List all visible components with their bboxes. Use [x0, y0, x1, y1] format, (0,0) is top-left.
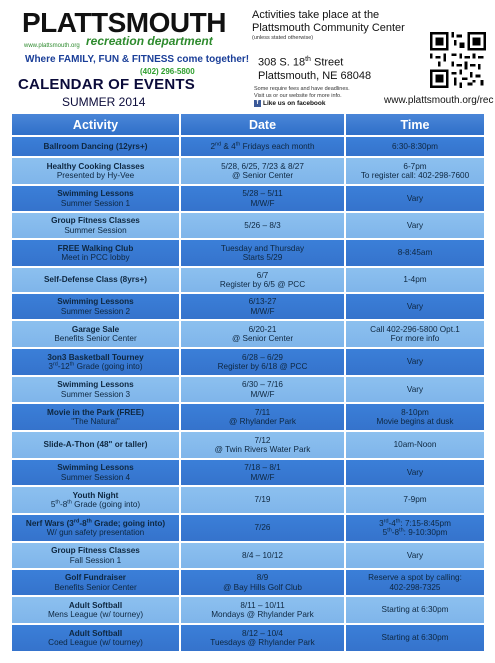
- activity-cell: [11, 459, 180, 486]
- activity-cell-line-1: Golf Fundraiser: [65, 573, 126, 583]
- time-cell-line-1: 8-8:45am: [397, 248, 433, 258]
- table-header-row: [11, 113, 485, 136]
- activity-cell-line-2: Mens League (w/ tourney): [47, 610, 144, 619]
- activity-cell-line-1: Garage Sale: [71, 324, 120, 334]
- facebook-icon: f: [254, 100, 261, 107]
- time-cell: [345, 239, 485, 267]
- time-cell: [345, 293, 485, 320]
- time-cell: [345, 624, 485, 652]
- time-cell-line-1: Call 402-296-5800 Opt.1: [370, 324, 460, 334]
- motto: Where FAMILY, FUN & FITNESS come together!: [25, 54, 250, 65]
- events-table-body: [11, 136, 485, 652]
- time-cell: [345, 542, 485, 569]
- date-cell-line-1: 7/11: [254, 407, 271, 417]
- location-info: [252, 9, 427, 42]
- activity-cell: [11, 514, 180, 542]
- activity-cell: [11, 212, 180, 239]
- qr-code-icon: [430, 32, 486, 88]
- date-cell-line-1: 6/13-27: [248, 297, 277, 307]
- activity-cell: [11, 431, 180, 459]
- activity-cell: [11, 596, 180, 624]
- activity-cell: [11, 569, 180, 596]
- date-cell-line-2: @ Senior Center: [231, 171, 294, 180]
- events-table: [10, 112, 486, 653]
- date-cell-line-1: 6/7: [256, 270, 269, 280]
- facebook-like[interactable]: [254, 100, 326, 107]
- time-cell: [345, 348, 485, 376]
- date-cell-line-1: 7/18 – 8/1: [244, 463, 281, 473]
- header-time: Time: [345, 113, 485, 136]
- date-cell-line-2: M/W/F: [250, 198, 275, 208]
- date-cell-line-1: 8/9: [256, 573, 269, 583]
- activity-cell-line-1: FREE Walking Club: [57, 243, 134, 253]
- table-row: [11, 514, 485, 542]
- activity-cell-line-2: Benefits Senior Center: [54, 582, 137, 592]
- plattsmouth-logo: [22, 7, 250, 76]
- date-cell-line-1: 6/20-21: [248, 324, 277, 334]
- date-cell-line-2: @ Rhylander Park: [228, 417, 296, 426]
- time-cell: [345, 486, 485, 514]
- activity-cell-line-1: Swimming Lessons: [57, 189, 134, 199]
- street-line: 308 S. 18th Street: [258, 56, 344, 69]
- activity-cell-line-1: Slide-A-Thon (48" or taller): [43, 440, 148, 450]
- table-row: [11, 624, 485, 652]
- date-cell-line-1: 8/4 – 10/12: [242, 550, 283, 560]
- date-cell-line-2: Tuesdays @ Rhylander Park: [210, 638, 315, 647]
- season-label: SUMMER 2014: [62, 95, 146, 109]
- activity-cell-line-1: 3on3 Basketball Tourney: [47, 352, 144, 362]
- calendar-title: CALENDAR OF EVENTS: [18, 76, 195, 93]
- activity-cell-line-2: Summer Session 2: [60, 306, 131, 316]
- date-cell-line-2: M/W/F: [250, 306, 275, 316]
- activity-cell-line-1: Ballroom Dancing (12yrs+): [43, 141, 148, 151]
- time-cell: [345, 569, 485, 596]
- date-cell-line-2: @ Senior Center: [231, 334, 294, 343]
- address: [258, 53, 371, 83]
- activity-cell-line-2: Summer Session 4: [60, 472, 131, 482]
- date-cell: [180, 514, 345, 542]
- table-row: [11, 267, 485, 293]
- table-row: [11, 486, 485, 514]
- date-cell-line-2: M/W/F: [250, 472, 275, 482]
- logo-tagline: recreation department: [86, 34, 213, 48]
- activity-cell-line-2: 3rd-12th Grade (going into): [48, 361, 143, 371]
- date-cell: [180, 136, 345, 157]
- time-cell-line-1: 10am-Noon: [393, 440, 437, 450]
- time-cell: [345, 403, 485, 431]
- table-row: [11, 431, 485, 459]
- activity-cell: [11, 267, 180, 293]
- activity-cell: [11, 486, 180, 514]
- date-cell: [180, 542, 345, 569]
- time-cell-line-1: Reserve a spot by calling:: [368, 573, 462, 583]
- header-activity: Activity: [11, 113, 180, 136]
- time-cell-line-2: 5th-8th: 9-10:30pm: [382, 527, 448, 537]
- activity-cell-line-1: Youth Night: [72, 490, 119, 500]
- date-cell: [180, 157, 345, 185]
- time-cell-line-1: Starting at 6:30pm: [381, 605, 449, 615]
- date-cell-line-1: 7/19: [254, 495, 271, 505]
- time-cell-line-1: 6:30-8:30pm: [392, 141, 438, 151]
- date-cell: [180, 459, 345, 486]
- activity-cell-line-1: Movie in the Park (FREE): [47, 407, 144, 417]
- activity-cell: [11, 403, 180, 431]
- fees-note: Some require fees and have deadlines. Visit us or our website for more info.: [254, 86, 350, 99]
- activity-cell: [11, 624, 180, 652]
- city-line: Plattsmouth, NE 68048: [258, 69, 372, 82]
- activity-cell-line-1: Adult Softball: [68, 600, 123, 610]
- facebook-like-label: Like us on facebook: [263, 100, 326, 107]
- date-cell-line-2: M/W/F: [250, 389, 275, 399]
- table-row: [11, 403, 485, 431]
- date-cell-line-1: 8/12 – 10/4: [242, 628, 283, 638]
- activity-cell-line-1: Self-Defense Class (8yrs+): [43, 275, 148, 285]
- time-cell: [345, 185, 485, 212]
- header-date: Date: [180, 113, 345, 136]
- activity-cell-line-2: Benefits Senior Center: [54, 334, 137, 343]
- activity-cell-line-1: Swimming Lessons: [57, 297, 134, 307]
- table-row: [11, 136, 485, 157]
- date-cell: [180, 293, 345, 320]
- time-cell: [345, 267, 485, 293]
- date-cell: [180, 376, 345, 403]
- activity-cell-line-1: Group Fitness Classes: [51, 216, 140, 226]
- activity-cell-line-2: Presented by Hy-Vee: [56, 171, 135, 180]
- activity-cell-line-1: Healthy Cooking Classes: [46, 161, 145, 171]
- activity-cell: [11, 157, 180, 185]
- time-cell: [345, 376, 485, 403]
- time-cell: [345, 514, 485, 542]
- date-cell-line-1: 8/11 – 10/11: [240, 600, 285, 610]
- date-cell-line-2: Register by 6/5 @ PCC: [219, 280, 306, 289]
- time-cell-line-1: Vary: [406, 357, 424, 367]
- activity-cell-line-1: Adult Softball: [68, 628, 123, 638]
- website-url[interactable]: www.plattsmouth.org/rec: [384, 95, 494, 106]
- date-cell-line-1: Tuesday and Thursday: [220, 243, 305, 253]
- time-cell-line-2: For more info: [390, 334, 440, 343]
- date-cell-line-2: @ Twin Rivers Water Park: [214, 445, 311, 454]
- table-row: [11, 239, 485, 267]
- time-cell-line-2: Movie begins at dusk: [376, 417, 454, 426]
- table-row: [11, 320, 485, 348]
- activity-cell-line-1: Nerf Wars (3rd-8th Grade; going into): [25, 518, 166, 528]
- activity-cell-line-2: Summer Session: [64, 225, 127, 235]
- activity-cell-line-2: Summer Session 3: [60, 389, 131, 399]
- date-cell: [180, 239, 345, 267]
- activity-cell-line-2: Meet in PCC lobby: [61, 253, 130, 262]
- time-cell: [345, 157, 485, 185]
- date-cell: [180, 486, 345, 514]
- activity-cell: [11, 239, 180, 267]
- date-cell: [180, 431, 345, 459]
- date-cell: [180, 569, 345, 596]
- logo-url: www.plattsmouth.org: [24, 43, 80, 49]
- activity-cell-line-2: "The Natural": [71, 417, 120, 426]
- time-cell: [345, 459, 485, 486]
- activity-cell: [11, 376, 180, 403]
- date-cell-line-1: 2nd & 4th Fridays each month: [210, 141, 315, 151]
- table-row: [11, 185, 485, 212]
- table-row: [11, 376, 485, 403]
- activity-cell-line-1: Swimming Lessons: [57, 380, 134, 390]
- activity-cell: [11, 293, 180, 320]
- time-cell-line-1: Vary: [406, 193, 424, 203]
- location-note: (unless stated otherwise): [252, 35, 314, 41]
- date-cell: [180, 624, 345, 652]
- activity-cell: [11, 136, 180, 157]
- time-cell-line-1: Vary: [406, 220, 424, 230]
- date-cell-line-2: Mondays @ Rhylander Park: [211, 610, 314, 619]
- time-cell: [345, 320, 485, 348]
- time-cell-line-1: 7-9pm: [403, 495, 427, 505]
- date-cell: [180, 267, 345, 293]
- date-cell-line-1: 5/28, 6/25, 7/23 & 8/27: [221, 161, 304, 171]
- activity-cell-line-2: Summer Session 1: [60, 198, 131, 208]
- activity-cell-line-2: 5th-8th Grade (going into): [50, 499, 141, 509]
- table-row: [11, 569, 485, 596]
- date-cell: [180, 403, 345, 431]
- date-cell: [180, 320, 345, 348]
- date-cell: [180, 185, 345, 212]
- table-row: [11, 348, 485, 376]
- date-cell-line-1: 6/28 – 6/29: [242, 352, 283, 362]
- table-row: [11, 157, 485, 185]
- date-cell-line-1: 7/12: [254, 435, 271, 445]
- time-cell-line-1: 6-7pm: [403, 161, 427, 171]
- phone: (402) 296-5800: [140, 67, 195, 76]
- time-cell-line-1: 3rd-4th: 7:15-8:45pm: [379, 518, 451, 528]
- activity-cell: [11, 320, 180, 348]
- date-cell-line-2: Register by 6/18 @ PCC: [217, 362, 308, 371]
- date-cell-line-1: 6/30 – 7/16: [242, 380, 283, 390]
- table-row: [11, 459, 485, 486]
- time-cell-line-1: Vary: [406, 384, 424, 394]
- date-cell: [180, 596, 345, 624]
- time-cell: [345, 212, 485, 239]
- time-cell: [345, 596, 485, 624]
- table-row: [11, 596, 485, 624]
- date-cell-line-1: 5/28 – 5/11: [242, 189, 283, 199]
- time-cell-line-1: Vary: [406, 467, 424, 477]
- time-cell-line-1: 1-4pm: [403, 275, 427, 285]
- location-line: Activities take place at the Plattsmouth Community Center: [252, 9, 405, 34]
- date-cell: [180, 212, 345, 239]
- activity-cell-line-2: Coed League (w/ tourney): [48, 638, 143, 647]
- time-cell-line-2: To register call: 402-298-7600: [360, 171, 470, 180]
- time-cell: [345, 136, 485, 157]
- date-cell-line-2: Starts 5/29: [242, 253, 283, 262]
- date-cell-line-2: @ Bay Hills Golf Club: [223, 582, 302, 592]
- activity-cell-line-2: W/ gun safety presentation: [46, 528, 145, 537]
- table-row: [11, 293, 485, 320]
- time-cell-line-1: 8-10pm: [401, 407, 429, 417]
- time-cell-line-2: 402-298-7325: [389, 582, 441, 592]
- activity-cell: [11, 185, 180, 212]
- time-cell-line-1: Vary: [406, 550, 424, 560]
- logo-wordmark: PLATTSMOUTH: [22, 7, 226, 38]
- activity-cell-line-1: Swimming Lessons: [57, 463, 134, 473]
- activity-cell: [11, 348, 180, 376]
- time-cell: [345, 431, 485, 459]
- activity-cell-line-2: Fall Session 1: [69, 555, 122, 565]
- time-cell-line-1: Starting at 6:30pm: [381, 633, 449, 643]
- date-cell-line-1: 7/26: [254, 523, 271, 533]
- table-row: [11, 212, 485, 239]
- date-cell: [180, 348, 345, 376]
- date-cell-line-1: 5/26 – 8/3: [244, 220, 281, 230]
- activity-cell: [11, 542, 180, 569]
- table-row: [11, 542, 485, 569]
- activity-cell-line-1: Group Fitness Classes: [51, 546, 140, 556]
- time-cell-line-1: Vary: [406, 301, 424, 311]
